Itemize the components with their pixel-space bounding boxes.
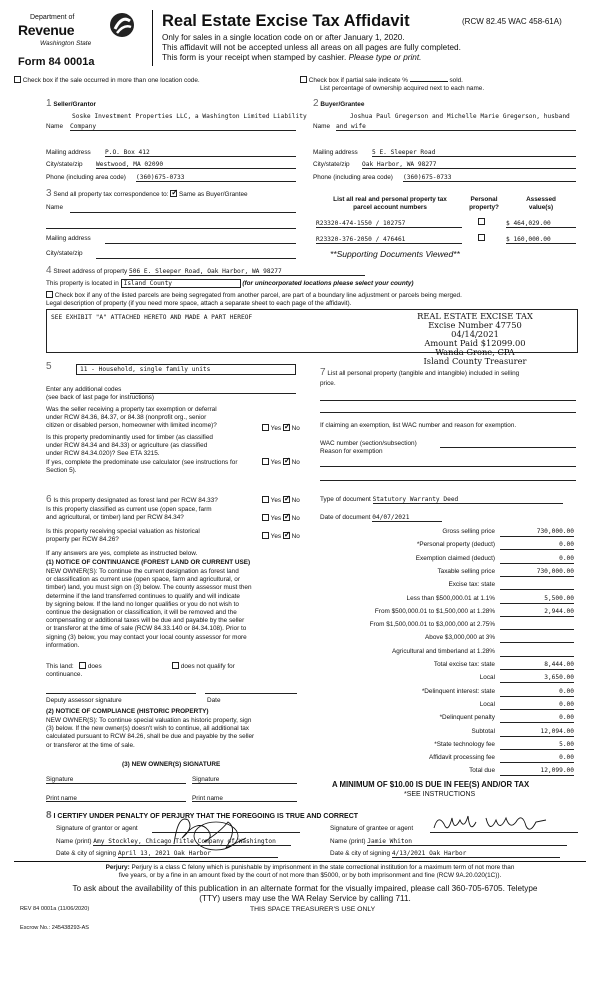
- q-current-use-answer: Yes ✓ No: [262, 514, 300, 522]
- calc-value[interactable]: 0.00: [500, 754, 574, 763]
- calc-value[interactable]: [500, 621, 574, 630]
- county-select[interactable]: Island County: [121, 279, 241, 288]
- title-ref: (RCW 82.45 WAC 458-61A): [462, 17, 562, 26]
- assessed-col-header: Assessed value(s): [526, 196, 556, 212]
- calc-value[interactable]: 730,000.00: [500, 528, 574, 537]
- street-row: 4 Street address of property 506 E. Sleeper Road, Oak Harbor, WA 98277: [46, 265, 365, 277]
- tax-corr-blank: [46, 228, 296, 229]
- wac-label: WAC number (section/subsection): [320, 440, 417, 447]
- parcel-assessed[interactable]: $ 160,000.00: [506, 236, 576, 244]
- header-line1: Only for sales in a single location code on or after January 1, 2020.: [162, 33, 405, 42]
- parcel-row: [316, 220, 578, 228]
- compliance-heading: (2) NOTICE OF COMPLIANCE (HISTORIC PROPERTY): [46, 708, 209, 715]
- seller-heading: 1 Seller/Grantor: [46, 98, 96, 109]
- not-qualify-row: does not qualify for: [172, 662, 235, 670]
- signature-label2: Signature: [192, 776, 220, 783]
- grantee-signature: [430, 808, 550, 840]
- not-qualifies-checkbox[interactable]: [172, 662, 179, 669]
- grantee-sig-row: Signature of grantee or agent: [330, 825, 414, 832]
- reason-label: Reason for exemption: [320, 448, 383, 455]
- legal-desc-label: Legal description of property (if you need more space, attach a separate sheet to each page of the affidavit).: [46, 300, 352, 307]
- segregation-checkbox[interactable]: [46, 291, 53, 298]
- grantee-date-row: Date & city of signing 4/13/2021 Oak Harbor: [330, 850, 560, 858]
- no-checkbox[interactable]: [283, 514, 290, 521]
- buyer-addr-field[interactable]: 5 E. Sleeper Road: [372, 149, 576, 157]
- seller-addr-label: Mailing address: [46, 149, 91, 156]
- wac-field[interactable]: [440, 447, 576, 448]
- legal-desc-text: SEE EXHIBIT "A" ATTACHED HERETO AND MADE A PART HEREOF: [51, 314, 253, 321]
- add-codes-label: Enter any additional codes: [46, 386, 122, 393]
- seller-city-field[interactable]: Westwood, MA 02090: [96, 161, 296, 169]
- header-line2: This affidavit will not be accepted unless all areas on all pages are fully completed.: [162, 43, 461, 52]
- calc-value[interactable]: 12,094.00: [500, 728, 574, 737]
- deputy-date-label: Date: [207, 697, 221, 704]
- if-any-text: If any answers are yes, complete as instructed below.: [46, 550, 198, 557]
- calc-label: Above $3,000,000 at 3%: [425, 634, 495, 642]
- calc-value[interactable]: 3,650.00: [500, 674, 574, 683]
- q-exemption-answer: Yes ✓ No: [262, 424, 300, 432]
- qualifies-checkbox[interactable]: [79, 662, 86, 669]
- no-checkbox[interactable]: [283, 532, 290, 539]
- stamp-line: Amount Paid $12099.00: [424, 337, 526, 348]
- tax-corr-heading: 3 Send all property tax correspondence to: ✓ Same as Buyer/Grantee: [46, 188, 248, 200]
- sec7-text: 7 List all personal property (tangible and intangible) included in selling price.: [320, 367, 520, 387]
- alt-format-text: To ask about the availability of this publication in an alternate format for the visually impaired, please call 360-705-6705. Teletype (TTY) users may use the WA Relay Service by calling 711.: [72, 884, 538, 904]
- calc-value[interactable]: 0.00: [500, 714, 574, 723]
- deputy-sig-label: Deputy assessor signature: [46, 697, 122, 704]
- personal-col-header: Personal property?: [469, 196, 499, 212]
- tax-corr-name-label: Name: [46, 204, 64, 211]
- calc-value[interactable]: 0.00: [500, 541, 574, 550]
- sec5-number: 5: [46, 361, 52, 372]
- buyer-heading: 2 Buyer/Grantee: [313, 98, 365, 109]
- stamp-line: Excise Number 47750: [428, 319, 522, 330]
- multi-location-checkbox[interactable]: [14, 76, 21, 83]
- add-codes-sub: (see back of last page for instructions): [46, 394, 154, 401]
- buyer-city-label: City/state/zip: [313, 161, 350, 168]
- stamp-line: Island County Treasurer: [423, 355, 527, 366]
- perjury-rule: [14, 861, 586, 862]
- doc-date-field[interactable]: 04/07/2021: [372, 514, 442, 522]
- buyer-city-field[interactable]: Oak Harbor, WA 98277: [362, 161, 576, 169]
- yes-checkbox[interactable]: [262, 496, 269, 503]
- multi-location-row: Check box if the sale occurred in more than one location code.: [14, 76, 200, 84]
- compliance-text: NEW OWNER(S): To continue special valuation as historic property, sign (3) below. If the new owner(s) doesn't wish to continue, all additional tax calculated pursuant to RCW 84.26, shall be due and payable by the seller or transferor at the time of sale.: [46, 717, 255, 749]
- yes-checkbox[interactable]: [262, 532, 269, 539]
- calc-label: Total excise tax: state: [433, 661, 495, 668]
- no-checkbox[interactable]: [283, 458, 290, 465]
- calc-label: *Delinquent penalty: [439, 714, 495, 722]
- seller-city-label: City/state/zip: [46, 161, 83, 168]
- grantor-name-row: Name (print) Amy Stockley, Chicago Title Company of Washington: [56, 838, 291, 846]
- tax-corr-city-label: City/state/zip: [46, 250, 83, 257]
- calc-value[interactable]: 730,000.00: [500, 568, 574, 577]
- stamp-line: REAL ESTATE EXCISE TAX: [417, 311, 533, 321]
- q-timber: Is this property predominantly used for timber (as classified under RCW 84.34 and 84.33) or agriculture (as classified under RCW 84.34.020)? See ETA 3215. If yes, complete the predominate use calculator (see instructions for Section 5).: [46, 434, 238, 474]
- q-historic: Is this property receiving special valuation as historical property per RCW 84.26?: [46, 528, 200, 544]
- calc-label: *Delinquent interest: state: [421, 687, 495, 695]
- print-label2: Print name: [192, 795, 223, 802]
- personal-property-checkbox[interactable]: [478, 234, 485, 241]
- buyer-name-value: Joshua Paul Gregerson and Michelle Marie Gregerson, husband: [350, 113, 570, 120]
- calc-value[interactable]: 0.00: [500, 688, 574, 697]
- calc-label: Agricultural and timberland at 1.28%: [391, 647, 495, 655]
- doc-type-row: Type of document Statutory Warranty Deed: [320, 496, 563, 504]
- personal-property-field[interactable]: [320, 400, 576, 401]
- q-historic-answer: Yes ✓ No: [262, 532, 300, 540]
- buyer-phone-label: Phone (including area code): [313, 174, 393, 181]
- land-use-select[interactable]: 11 - Household, single family units: [76, 364, 296, 375]
- continuance-label: continuance.: [46, 671, 83, 678]
- q-current-use: Is this property classified as current use (open space, farm and agricultural, or timber) land per RCW 84.34?: [46, 506, 212, 522]
- segregation-row: Check box if any of the listed parcels are being segregated from another parcel, are part of a boundary line adjustment or parcels being merged.: [46, 291, 462, 299]
- reason-field[interactable]: [320, 466, 576, 467]
- print-label: Print name: [46, 795, 77, 802]
- location-row: This property is located in Island County (for unincorporated locations please select your county): [46, 280, 414, 287]
- parcel-assessed[interactable]: $ 464,029.00: [506, 220, 576, 228]
- revenue-wordmark: Revenue: [18, 22, 75, 38]
- treasurer-use-label: THIS SPACE TREASURER'S USE ONLY: [250, 906, 376, 913]
- calc-label: *State technology fee: [434, 740, 495, 748]
- calc-label: *Personal property (deduct): [416, 541, 495, 549]
- parcel-acct[interactable]: R23320-376-2050 / 476461: [316, 236, 462, 244]
- yes-checkbox[interactable]: [262, 424, 269, 431]
- personal-property-field2[interactable]: [320, 412, 576, 413]
- header-line3: This form is your receipt when stamped by cashier. Please type or print.: [162, 53, 422, 62]
- calc-label: Less than $500,000.01 at 1.1%: [406, 594, 495, 602]
- same-as-buyer-checkbox[interactable]: [170, 190, 177, 197]
- grantee-date-field[interactable]: 4/13/2021 Oak Harbor: [392, 850, 560, 858]
- parcel-col-header: List all real and personal property tax parcel account numbers: [333, 196, 447, 212]
- dor-mark-icon: [108, 12, 136, 38]
- yes-checkbox[interactable]: [262, 458, 269, 465]
- calc-label: Local: [479, 674, 495, 682]
- calc-label: Subtotal: [471, 727, 495, 735]
- no-checkbox[interactable]: [283, 496, 290, 503]
- calc-value[interactable]: [500, 634, 574, 643]
- tax-corr-addr-field[interactable]: [105, 243, 296, 244]
- personal-property-checkbox[interactable]: [478, 218, 485, 225]
- q-exemption: Was the seller receiving a property tax exemption or deferral under RCW 84.36, 84.37, or 84.38 (nonprofit org., senior citizen or disabled person, homeowner with limited income)?: [46, 406, 217, 430]
- buyer-name-label: Name: [313, 123, 331, 130]
- partial-sale-checkbox[interactable]: [300, 76, 307, 83]
- partial-sub: List percentage of ownership acquired next to each name.: [320, 85, 485, 92]
- seller-phone-field[interactable]: (360)675-0733: [136, 174, 296, 182]
- header-rule: [152, 10, 153, 66]
- see-instructions: *SEE INSTRUCTIONS: [404, 791, 476, 798]
- deputy-sig-field[interactable]: [46, 693, 196, 694]
- this-land-row: This land: does: [46, 663, 102, 670]
- q-timber-answer: Yes ✓ No: [262, 458, 300, 466]
- seller-name-label: Name: [46, 123, 64, 130]
- buyer-addr-label: Mailing address: [313, 149, 358, 156]
- reason-field2[interactable]: [320, 480, 576, 481]
- calc-label: Excise tax: state: [448, 581, 495, 589]
- calc-label: Local: [479, 700, 495, 708]
- continuance-heading: (1) NOTICE OF CONTINUANCE (FOREST LAND OR CURRENT USE): [46, 559, 251, 566]
- calc-value[interactable]: 12,099.00: [500, 767, 574, 776]
- exempt-label: If claiming an exemption, list WAC number and reason for exemption.: [320, 422, 517, 429]
- calc-label: Exemption claimed (deduct): [415, 554, 495, 562]
- signature-label: Signature: [46, 776, 74, 783]
- tax-corr-name-field[interactable]: [70, 212, 296, 213]
- parcel-acct[interactable]: R23320-474-1550 / 102757: [316, 220, 462, 228]
- escrow-no: Escrow No.: 245438293-AS: [20, 925, 90, 931]
- grantor-date-field[interactable]: April 13, 2021 Oak Harbor: [118, 850, 278, 858]
- calc-value[interactable]: 2,944.00: [500, 608, 574, 617]
- calc-value[interactable]: 5.00: [500, 741, 574, 750]
- buyer-phone-field[interactable]: (360)675-0733: [403, 174, 576, 182]
- doc-type-field[interactable]: Statutory Warranty Deed: [373, 496, 563, 504]
- grantor-date-row: Date & city of signing April 13, 2021 Oak Harbor: [56, 850, 278, 858]
- add-codes-field[interactable]: [130, 393, 296, 394]
- grantee-name-field[interactable]: Jamie Whiton: [367, 838, 567, 846]
- calc-label: Affidavit processing fee: [429, 754, 495, 762]
- yes-checkbox[interactable]: [262, 514, 269, 521]
- rev-label: REV 84 0001a (11/06/2020): [20, 906, 90, 912]
- buyer-name-value2: and wife: [336, 123, 576, 131]
- calc-label: Taxable selling price: [437, 567, 495, 575]
- calc-value[interactable]: 0.00: [500, 555, 574, 564]
- dept-text: Department of: [30, 14, 75, 21]
- form-number: Form 84 0001a: [18, 56, 95, 68]
- calc-value[interactable]: 8,444.00: [500, 661, 574, 670]
- new-owner-sig-heading: (3) NEW OWNER(S) SIGNATURE: [122, 761, 221, 768]
- supporting-docs-note: **Supporting Documents Viewed**: [330, 249, 460, 259]
- calc-label: From $1,500,000.01 to $3,000,000 at 2.75%: [369, 621, 495, 629]
- partial-sale-row: Check box if partial sale indicate % sold.: [300, 76, 463, 84]
- grantee-name-row: Name (print) Jamie Whiton: [330, 838, 567, 846]
- no-checkbox[interactable]: [283, 424, 290, 431]
- calc-label: Total due: [469, 767, 495, 775]
- state-text: Washington State: [40, 40, 92, 47]
- q-forest: 6 Is this property designated as forest land per RCW 84.33?: [46, 494, 218, 505]
- recording-stamp: [400, 312, 550, 366]
- grantor-sig-row: Signature of grantor or agent: [56, 825, 138, 832]
- dor-logo: [14, 10, 144, 58]
- calc-value[interactable]: [500, 648, 574, 657]
- parcel-row: [316, 236, 578, 244]
- street-field[interactable]: 506 E. Sleeper Road, Oak Harbor, WA 98277: [129, 268, 365, 276]
- seller-addr-field[interactable]: P.O. Box 412: [105, 149, 296, 157]
- perjury-text: Perjury: Perjury is a class C felony which is punishable by imprisonment in the state correctional institution for a maximum term of not more than five years, or by a fine in an amount fixed by the court of not more than $5000, or by both imprisonment and fine (RCW 9A.20.020(1C)).: [105, 864, 515, 880]
- doc-date-row: Date of document 04/07/2021: [320, 514, 442, 522]
- continuance-text: NEW OWNER(S): To continue the current designation as forest land or classification as current use (open space, farm and agricultural, or timber) land, you must sign on (3) below. The county assessor must then determine if the land transferred continues to qualify and will indicate by signing below. If the land no longer qualifies or you do not wish to continue the designation or classification, it will be removed and the compensating or additional taxes will be due and payable by the seller or transferor at the time of sale (RCW 84.33.140 or 84.34.108). Prior to signing (3) below, you may contact your local county assessor for more information.: [46, 568, 252, 649]
- calc-label: Gross selling price: [442, 528, 495, 535]
- calc-value[interactable]: [500, 581, 574, 590]
- q-forest-answer: Yes ✓ No: [262, 496, 300, 504]
- calc-value[interactable]: 0.00: [500, 701, 574, 710]
- seller-phone-label: Phone (including area code): [46, 174, 126, 181]
- grantor-name-field[interactable]: Amy Stockley, Chicago Title Company of Washington: [93, 838, 291, 846]
- minimum-notice: A MINIMUM OF $10.00 IS DUE IN FEE(S) AND/OR TAX: [332, 780, 530, 789]
- deputy-date-field[interactable]: [205, 693, 297, 694]
- stamp-line: 04/14/2021: [451, 328, 499, 339]
- certify-heading: 8 I CERTIFY UNDER PENALTY OF PERJURY THAT THE FOREGOING IS TRUE AND CORRECT: [46, 810, 359, 821]
- tax-corr-city-field[interactable]: [96, 258, 296, 259]
- calc-value[interactable]: 5,500.00: [500, 595, 574, 604]
- seller-name-value2: Company: [70, 123, 296, 131]
- stamp-line: Wanda Grone, CPA: [435, 346, 515, 357]
- tax-corr-addr-label: Mailing address: [46, 235, 91, 242]
- form-title: Real Estate Excise Tax Affidavit: [162, 12, 410, 30]
- seller-name-value: Soske Investment Properties LLC, a Washington Limited Liability: [72, 113, 307, 120]
- calc-label: From $500,000.01 to $1,500,000 at 1.28%: [374, 607, 495, 615]
